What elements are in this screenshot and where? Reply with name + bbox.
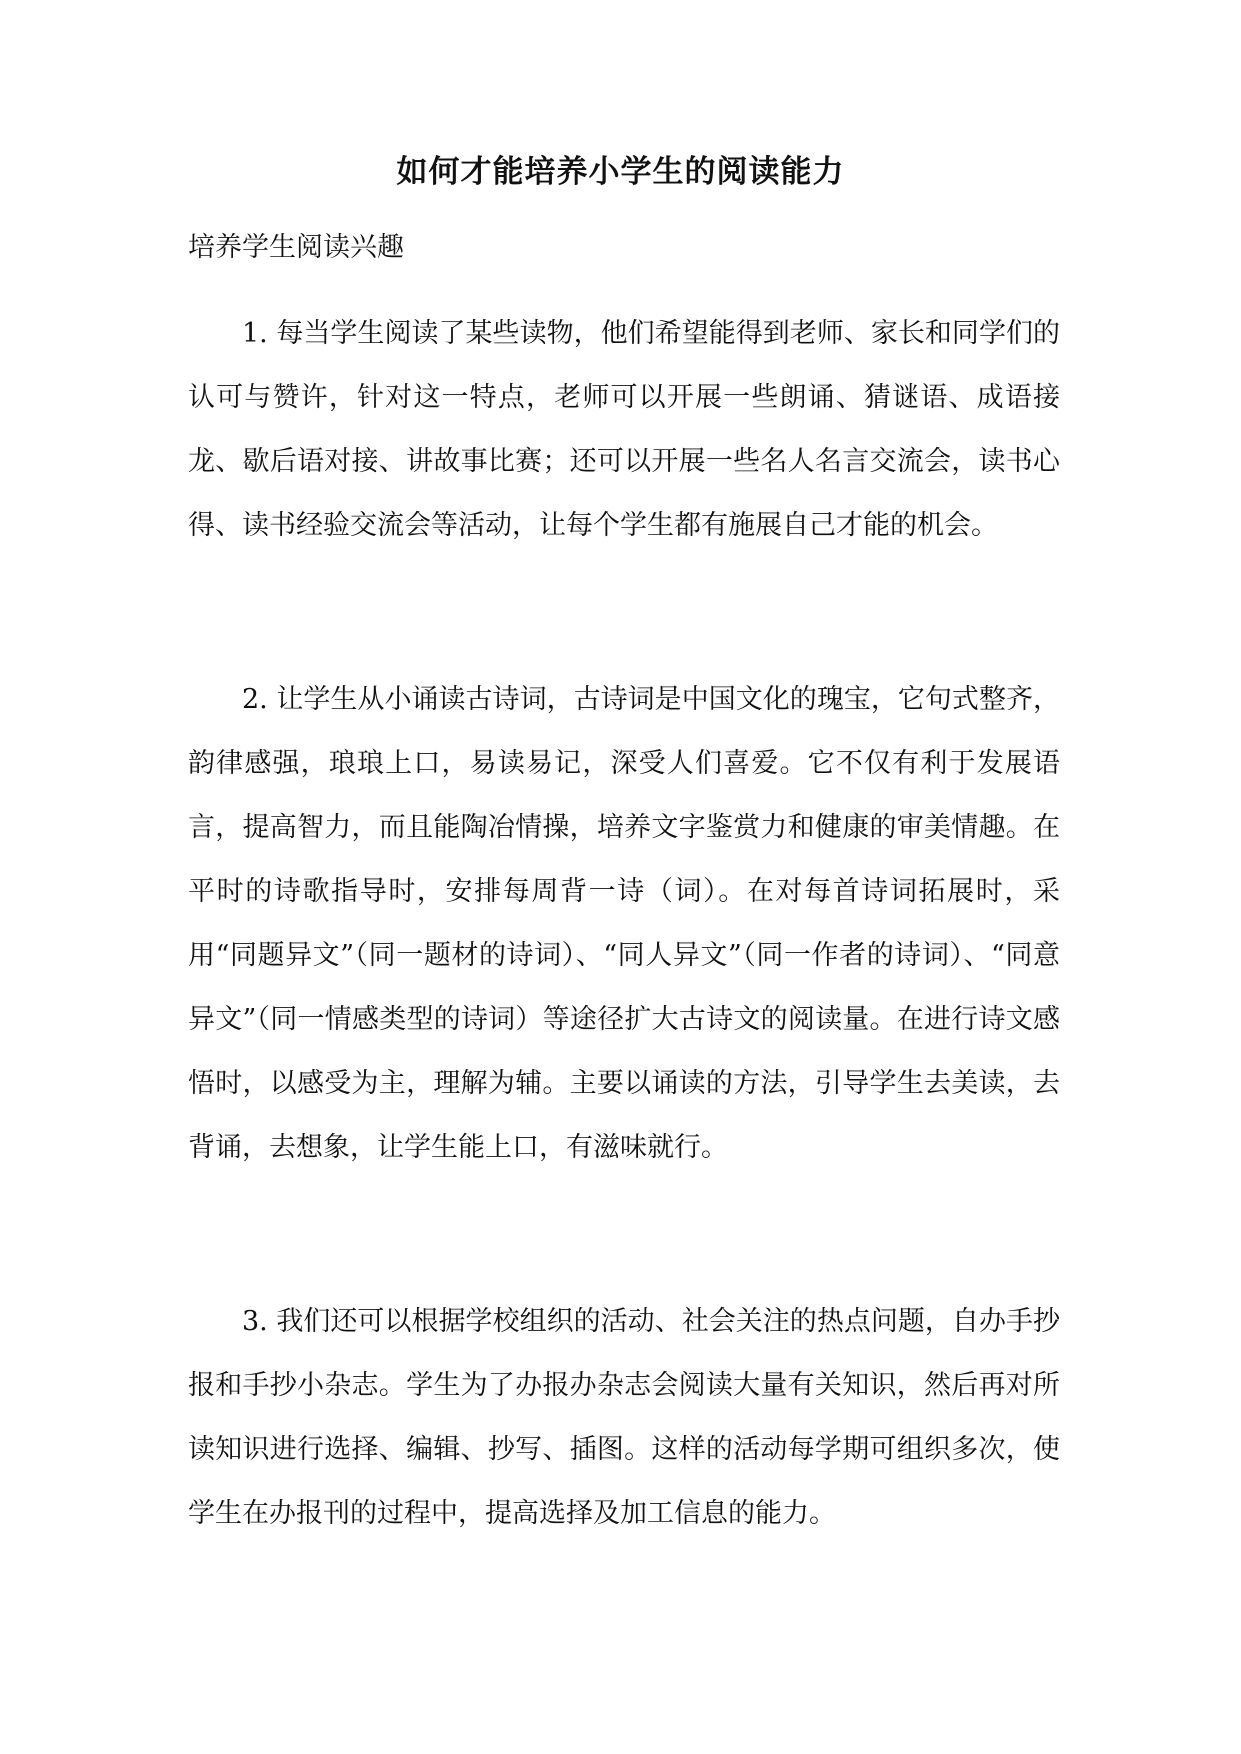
paragraph-1: 1. 每当学生阅读了某些读物，他们希望能得到老师、家长和同学们的认可与赞许，针对这一特点，老师可以开展一些朗诵、猜谜语、成语接龙、歇后语对接、讲故事比赛；还可以开展一些名人名言交流会，读书心得、读书经验交流会等活动，让每个学生都有施展自己才能的机会。	[188, 318, 1060, 541]
section-heading: 培养学生阅读兴趣	[188, 232, 404, 263]
document-title: 如何才能培养小学生的阅读能力	[396, 154, 845, 190]
paragraph-2: 2. 让学生从小诵读古诗词，古诗词是中国文化的瑰宝，它句式整齐，韵律感强，琅琅上口，易读易记，深受人们喜爱。它不仅有利于发展语言，提高智力，而且能陶冶情操，培养文字鉴赏力和健康的审美情趣。在平时的诗歌指导时，安排每周背一诗（词）。在对每首诗词拓展时，采用“同题异文”（同一题材的诗词）、“同人异文”（同一作者的诗词）、“同意异文”（同一情感类型的诗词）等途径扩大古诗文的阅读量。在进行诗文感悟时，以感受为主，理解为辅。主要以诵读的方法，引导学生去美读，去背诵，去想象，让学生能上口，有滋味就行。	[188, 684, 1060, 1163]
paragraph-3: 3. 我们还可以根据学校组织的活动、社会关注的热点问题，自办手抄报和手抄小杂志。学生为了办报办杂志会阅读大量有关知识，然后再对所读知识进行选择、编辑、抄写、插图。这样的活动每学期可组织多次，使学生在办报刊的过程中，提高选择及加工信息的能力。	[188, 1306, 1060, 1529]
